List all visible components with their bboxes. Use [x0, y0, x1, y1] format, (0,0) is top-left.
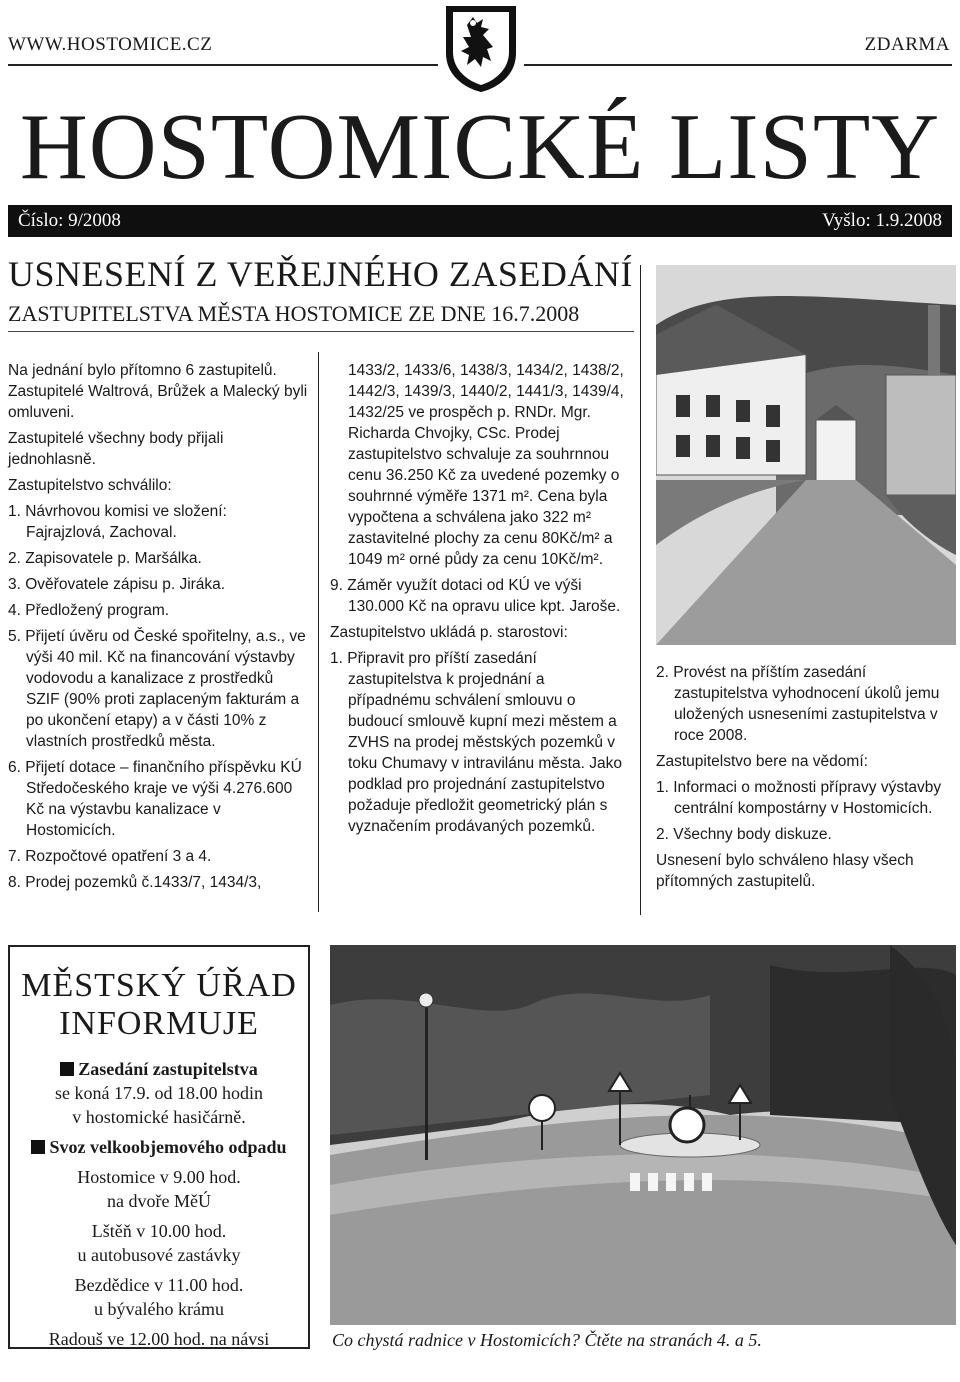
issue-number: Číslo: 9/2008	[18, 210, 121, 231]
land-sale-text: 1433/2, 1433/6, 1438/3, 1434/2, 1438/2, 1442/3, 1439/3, 1440/2, 1441/3, 1439/4, 1432/25 ve prospěch p. RNDr. Mgr. Richarda Chvojky, CSc. Prodej zastupitelstvo schvaluje za souhrnnou cenu 36.250 Kč za uvedené pozemky o souhrnné výměře 1371 m². Cena byla vypočtena a schválena jako 322 m² zastavitelné plochy za cenu 80Kč/m² a 1049 m² orné půdy za cenu 10Kč/m².	[348, 362, 624, 568]
top-rule-left	[8, 64, 438, 66]
list-item: 3. Ověřovatele zápisu p. Jiráka.	[8, 576, 226, 593]
waste-title: Svoz velkoobjemového odpadu	[49, 1137, 287, 1157]
meeting-time: se koná 17.9. od 18.00 hodin	[55, 1083, 263, 1103]
list-item: 2. Všechny body diskuze.	[656, 826, 832, 843]
headline-rule	[8, 331, 634, 332]
conclusion-text: Usnesení bylo schváleno hlasy všech přítomných zastupitelů.	[656, 852, 914, 890]
unanimous-text: Zastupitelé všechny body přijali jednohlasně.	[8, 430, 224, 468]
list-item: 8. Prodej pozemků č.1433/7, 1434/3,	[8, 874, 262, 891]
column-divider-2	[640, 265, 641, 915]
list-item: 4. Předložený program.	[8, 602, 170, 619]
list-item: 6. Přijetí dotace – finančního příspěvku KÚ Středočeského kraje ve výši 4.276.600 Kč na výstavbu kanalizace v Hostomicích.	[8, 759, 302, 839]
waste-line: u bývalého krámu	[94, 1299, 224, 1319]
article-subheadline: ZASTUPITELSTVA MĚSTA HOSTOMICE ZE DNE 16.7.2008	[8, 301, 580, 326]
street-houses-photo	[656, 265, 956, 645]
article-column-2	[330, 360, 630, 842]
attendance-text: Na jednání bylo přítomno 6 zastupitelů. Zastupitelé Waltrová, Brůžek a Malecký byli omluveni.	[8, 362, 308, 421]
waste-line: Hostomice v 9.00 hod.	[77, 1167, 241, 1187]
town-crest-logo	[443, 3, 519, 93]
website-url: WWW.HOSTOMICE.CZ	[8, 34, 213, 55]
infobox-title: MĚSTSKÝ ÚŘAD INFORMUJE	[21, 967, 297, 1042]
list-item: 1. Informaci o možnosti přípravy výstavby centrální kompostárny v Hostomicích.	[656, 779, 942, 817]
list-item: 5. Přijetí úvěru od České spořitelny, a.s., ve výši 40 mil. Kč na financování výstavby vodovodu a kanalizace z prostředků SZIF (90% proti zaplaceným fakturám a po ukončení etapy) a v části 10% z vlastních prostředků města.	[8, 628, 306, 750]
square-bullet-icon	[31, 1140, 45, 1154]
noted-heading: Zastupitelstvo bere na vědomí:	[656, 753, 868, 770]
list-item: 7. Rozpočtové opatření 3 a 4.	[8, 848, 212, 865]
meeting-place: v hostomické hasičárně.	[72, 1107, 246, 1127]
list-item: 9. Záměr využít dotaci od KÚ ve výši 130.000 Kč na opravu ulice kpt. Jaroše.	[330, 577, 621, 615]
list-item: 2. Provést na příštím zasedání zastupitelstva vyhodnocení úkolů jemu uložených usneseními zastupitelstva v roce 2008.	[656, 664, 940, 744]
column-divider-1	[318, 352, 319, 912]
approved-heading: Zastupitelstvo schválilo:	[8, 477, 172, 494]
article-column-3	[656, 662, 956, 897]
list-item: 1. Návrhovou komisi ve složení: Fajrajzlová, Zachoval.	[8, 503, 227, 541]
article-column-1	[8, 360, 308, 898]
issue-bar	[8, 205, 952, 237]
waste-line: Radouš ve 12.00 hod. na návsi	[48, 1329, 270, 1349]
waste-line: Bezdědice v 11.00 hod.	[74, 1275, 244, 1295]
square-bullet-icon	[60, 1062, 74, 1076]
masthead-title: HOSTOMICKÉ LISTY	[19, 95, 941, 199]
article-headline: USNESENÍ Z VEŘEJNÉHO ZASEDÁNÍ	[8, 254, 633, 294]
meeting-title: Zasedání zastupitelstva	[78, 1059, 258, 1079]
list-item: 1. Připravit pro příští zasedání zastupitelstva k projednání a případnému schválení smlouvu o budoucí smlouvě kupní mezi městem a ZVHS na prodej městských pozemků v toku Chumavy v intravilánu města. Jako podklad pro projednání zastupitelstvo požaduje předložit geometrický plán s vyznačením prodávaných pozemků.	[330, 650, 622, 835]
roundabout-photo	[330, 945, 956, 1325]
list-item: 2. Zapisovatele p. Maršálka.	[8, 550, 202, 567]
issue-date: Vyšlo: 1.9.2008	[822, 210, 942, 231]
town-office-infobox	[8, 945, 310, 1349]
waste-line: Lštěň v 10.00 hod.	[91, 1221, 227, 1241]
waste-line: na dvoře MěÚ	[107, 1191, 211, 1211]
photo-caption: Co chystá radnice v Hostomicích? Čtěte na stranách 4. a 5.	[332, 1330, 762, 1350]
mayor-tasks-heading: Zastupitelstvo ukládá p. starostovi:	[330, 624, 568, 641]
price-label: ZDARMA	[864, 34, 950, 55]
waste-line: u autobusové zastávky	[77, 1245, 241, 1265]
top-rule-right	[524, 64, 952, 66]
